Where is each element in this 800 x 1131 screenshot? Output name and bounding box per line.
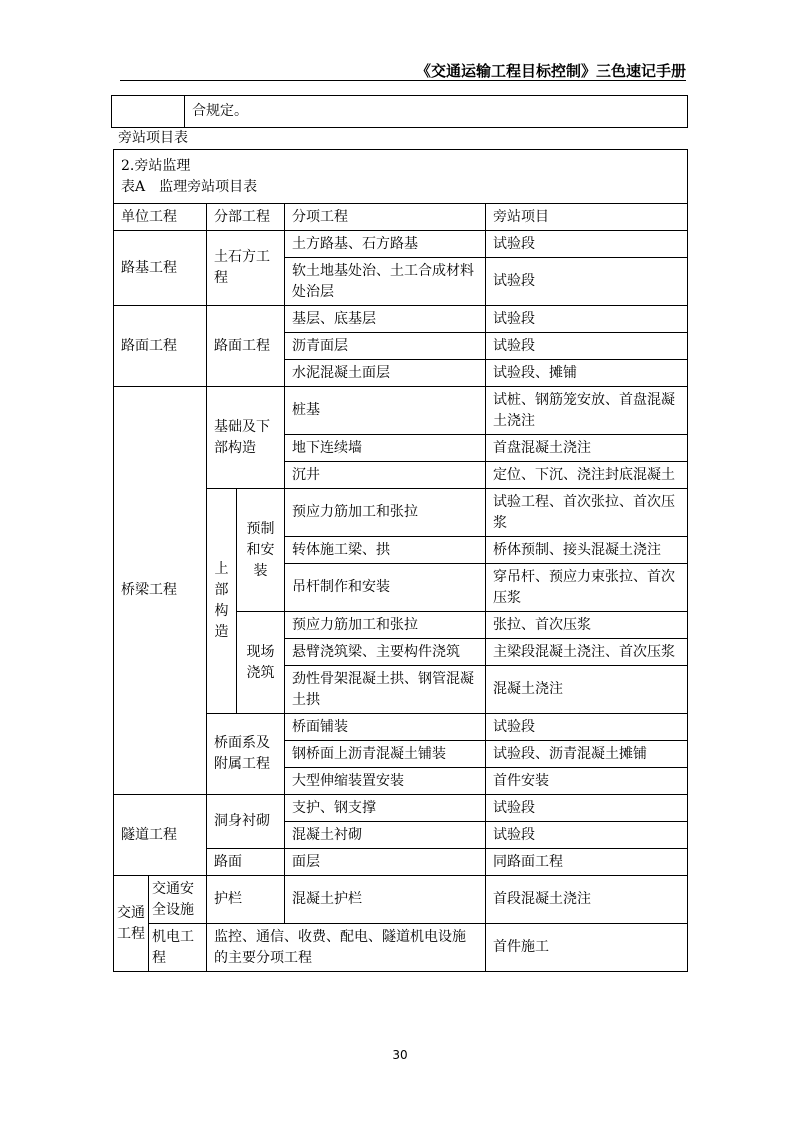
supervision-cell: 试验段 (486, 714, 688, 741)
item-cell: 支护、钢支撑 (285, 795, 486, 822)
item-cell: 预应力筋加工和张拉 (285, 612, 486, 639)
header-unit: 单位工程 (114, 204, 207, 231)
item-cell: 桩基 (285, 387, 486, 435)
header-supervision: 旁站项目 (486, 204, 688, 231)
unit-roadbed: 路基工程 (114, 231, 207, 306)
item-cell: 面层 (285, 849, 486, 876)
item-cell: 钢桥面上沥青混凝土铺装 (285, 741, 486, 768)
supervision-cell: 试验段 (486, 822, 688, 849)
item-cell: 水泥混凝土面层 (285, 360, 486, 387)
table-row (114, 231, 688, 258)
unit-traffic: 交通工程 (114, 876, 149, 972)
supervision-cell: 首盘混凝土浇注 (486, 435, 688, 462)
item-cell: 基层、底基层 (285, 306, 486, 333)
header-title: 《交通运输工程目标控制》三色速记手册 (415, 62, 686, 80)
table-row (114, 876, 688, 924)
division-safety: 交通安全设施 (149, 876, 207, 924)
item-cell: 吊杆制作和安装 (285, 564, 486, 612)
continued-empty-cell (112, 96, 185, 128)
continued-text: 合规定。 (185, 96, 688, 128)
section-label: 旁站项目表 (118, 130, 188, 146)
table-row (114, 795, 688, 822)
item-cell: 转体施工梁、拱 (285, 537, 486, 564)
supervision-cell: 首段混凝土浇注 (486, 876, 688, 924)
unit-pavement: 路面工程 (114, 306, 207, 387)
supervision-cell: 试验段、摊铺 (486, 360, 688, 387)
sub-precast: 预制和安装 (237, 489, 285, 612)
supervision-cell: 首件安装 (486, 768, 688, 795)
supervision-cell: 试验段 (486, 258, 688, 306)
caption-line-1: 2.旁站监理 (121, 157, 191, 174)
header-division: 分部工程 (207, 204, 285, 231)
table-row (114, 387, 688, 435)
item-cell: 监控、通信、收费、配电、隧道机电设施的主要分项工程 (207, 924, 486, 972)
division-foundation: 基础及下部构造 (207, 387, 285, 489)
sub-cast-in-place: 现场浇筑 (237, 612, 285, 714)
division-earthwork: 土石方工程 (207, 231, 285, 306)
division-deck: 桥面系及附属工程 (207, 714, 285, 795)
sub-guardrail: 护栏 (207, 876, 285, 924)
supervision-cell: 定位、下沉、浇注封底混凝土 (486, 462, 688, 489)
supervision-cell: 试桩、钢筋笼安放、首盘混凝土浇注 (486, 387, 688, 435)
division-superstructure: 上部构造 (207, 489, 237, 714)
supervision-cell: 桥体预制、接头混凝土浇注 (486, 537, 688, 564)
header-item: 分项工程 (285, 204, 486, 231)
item-cell: 预应力筋加工和张拉 (285, 489, 486, 537)
supervision-cell: 试验段、沥青混凝土摊铺 (486, 741, 688, 768)
supervision-cell: 同路面工程 (486, 849, 688, 876)
supervision-cell: 试验段 (486, 306, 688, 333)
supervision-cell: 试验段 (486, 333, 688, 360)
unit-bridge: 桥梁工程 (114, 387, 207, 795)
supervision-cell: 穿吊杆、预应力束张拉、首次压浆 (486, 564, 688, 612)
unit-tunnel: 隧道工程 (114, 795, 207, 876)
item-cell: 混凝土衬砌 (285, 822, 486, 849)
item-cell: 地下连续墙 (285, 435, 486, 462)
item-cell: 混凝土护栏 (285, 876, 486, 924)
page-number: 30 (392, 1048, 408, 1062)
division-electromechanical: 机电工程 (149, 924, 207, 972)
item-cell: 土方路基、石方路基 (285, 231, 486, 258)
supervision-cell: 首件施工 (486, 924, 688, 972)
header-divider (120, 80, 686, 81)
supervision-table (113, 149, 688, 972)
table-row (114, 924, 688, 972)
table-caption (114, 150, 688, 204)
item-cell: 沥青面层 (285, 333, 486, 360)
item-cell: 劲性骨架混凝土拱、钢管混凝土拱 (285, 666, 486, 714)
supervision-cell: 试验段 (486, 231, 688, 258)
item-cell: 软土地基处治、土工合成材料处治层 (285, 258, 486, 306)
division-tunnel-road: 路面 (207, 849, 285, 876)
supervision-cell: 主梁段混凝土浇注、首次压浆 (486, 639, 688, 666)
caption-line-2: 表A 监理旁站项目表 (121, 178, 258, 195)
supervision-cell: 张拉、首次压浆 (486, 612, 688, 639)
division-lining: 洞身衬砌 (207, 795, 285, 849)
continued-table (111, 95, 688, 128)
table-header-row (114, 204, 688, 231)
supervision-cell: 试验段 (486, 795, 688, 822)
division-pavement: 路面工程 (207, 306, 285, 387)
item-cell: 沉井 (285, 462, 486, 489)
supervision-cell: 混凝土浇注 (486, 666, 688, 714)
item-cell: 悬臂浇筑梁、主要构件浇筑 (285, 639, 486, 666)
supervision-cell: 试验工程、首次张拉、首次压浆 (486, 489, 688, 537)
table-row (114, 306, 688, 333)
item-cell: 大型伸缩装置安装 (285, 768, 486, 795)
item-cell: 桥面铺装 (285, 714, 486, 741)
